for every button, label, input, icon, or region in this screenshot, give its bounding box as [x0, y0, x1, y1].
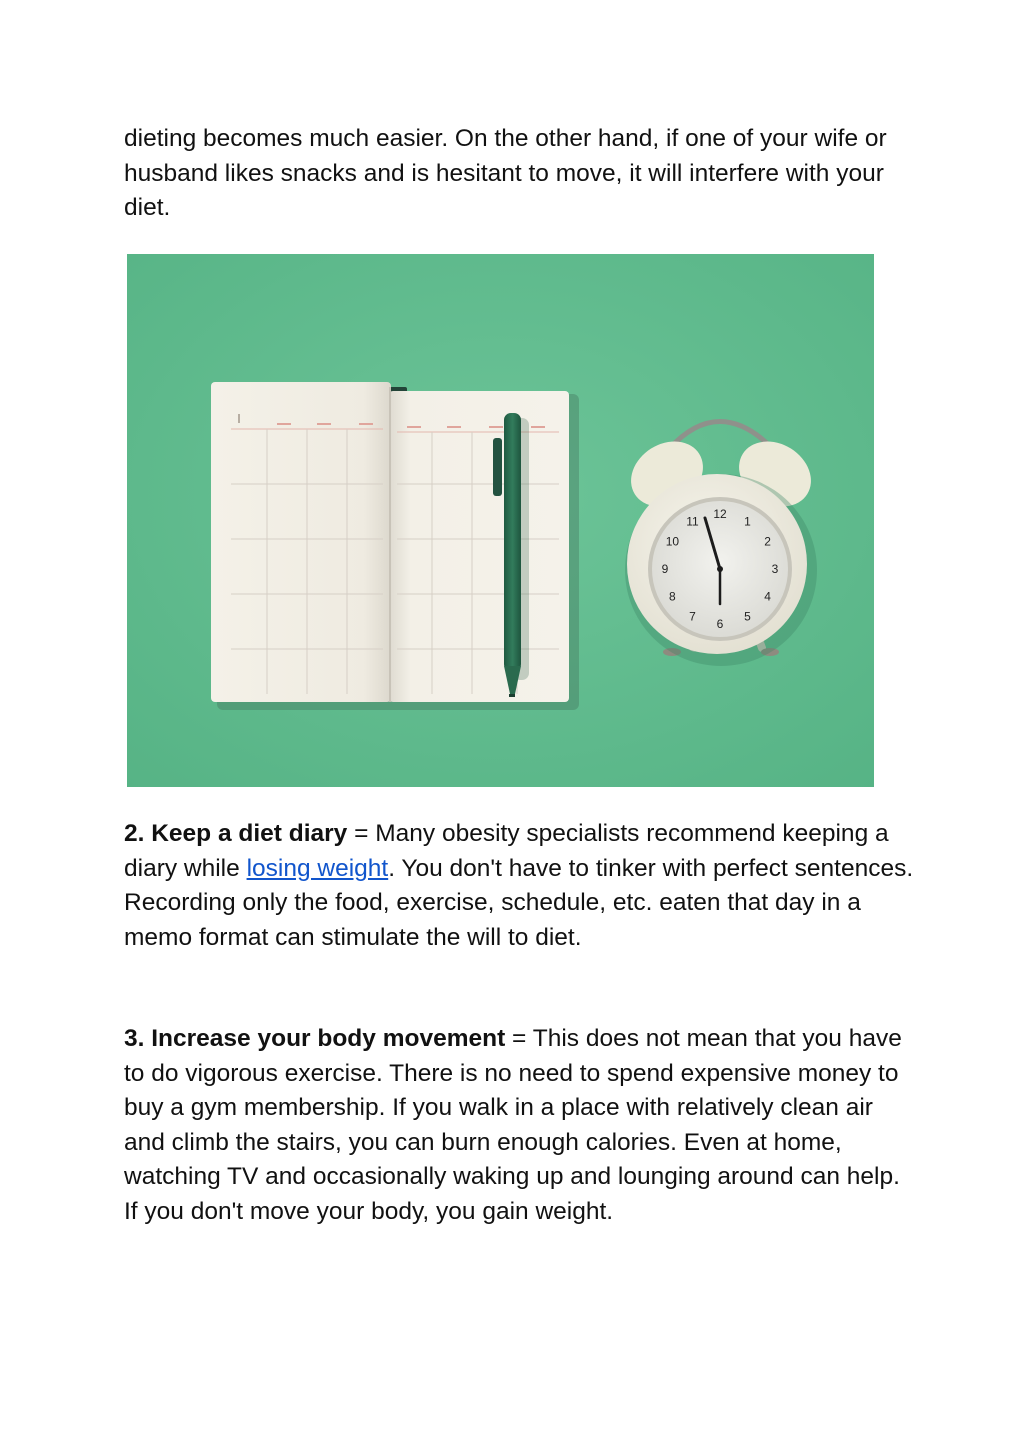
clock-numeral: 4	[764, 589, 771, 604]
diary-text-after-link: . You don't have to tinker with perfect sentences. Recording only the food, exercise, schedule, etc. eaten that day in a memo format can stimulate the will to diet.	[124, 854, 914, 951]
clock-numeral: 8	[669, 589, 676, 604]
clock-numeral: 12	[713, 507, 727, 521]
clock-numeral: 10	[665, 534, 680, 549]
clock-numeral: 5	[744, 609, 751, 624]
paragraph-body-movement	[124, 1022, 914, 1229]
paragraph-intro	[124, 122, 914, 226]
movement-heading: 3. Increase your body movement	[124, 1025, 506, 1052]
clock-numeral: 6	[716, 617, 724, 631]
losing-weight-link[interactable]: losing weight	[246, 854, 389, 882]
pen-clip	[493, 438, 502, 496]
movement-text: = This does not mean that you have to do vigorous exercise. There is no need to spend expensive money to buy a gym membership. If you walk in a place with relatively clean air and climb the stairs, you can burn enough calories. Even at home, watching TV and occasionally waking up and lounging around can help. If you don't move your body, you gain weight.	[124, 1025, 902, 1225]
clock-numeral: 2	[764, 534, 771, 549]
notebook-and-alarm-clock-photo	[127, 254, 874, 787]
clock-numeral: 7	[689, 609, 696, 624]
clock-numeral: 3	[771, 562, 779, 576]
pen-body	[504, 413, 521, 671]
intro-text: dieting becomes much easier. On the other hand, if one of your wife or husband likes snacks and is hesitant to move, it will interfere with your diet.	[124, 125, 887, 221]
diary-heading: 2. Keep a diet diary	[124, 820, 348, 847]
clock-numeral: 9	[661, 562, 669, 576]
diary-text-before-link: = Many obesity specialists recommend keeping a diary while	[124, 820, 889, 882]
notebook-right-page	[389, 391, 569, 702]
notebook-left-page	[211, 382, 391, 702]
paragraph-diet-diary	[124, 817, 914, 955]
clock-numeral: 1	[744, 514, 751, 529]
clock-numeral: 11	[686, 514, 699, 529]
